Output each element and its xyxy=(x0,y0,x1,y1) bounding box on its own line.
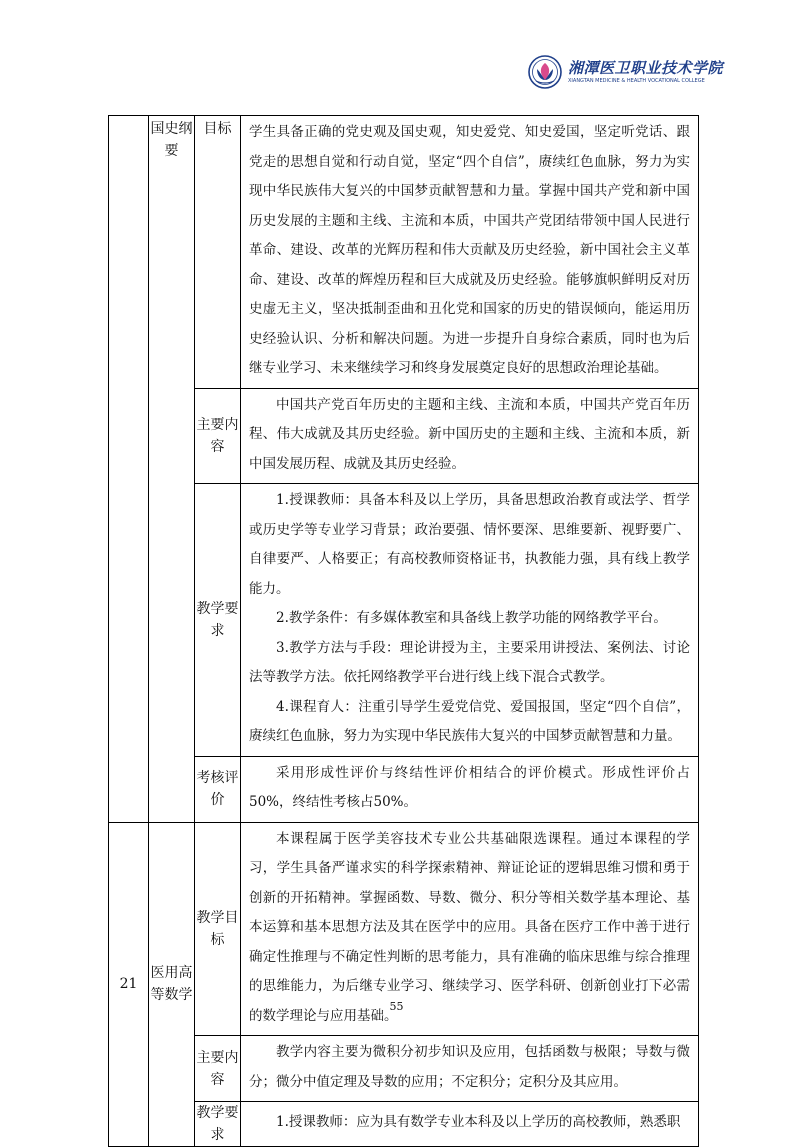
content-label: 主要内容 xyxy=(195,388,241,484)
page-number: 55 xyxy=(389,1000,404,1013)
table-row xyxy=(109,388,699,484)
content-text xyxy=(241,388,699,484)
goal-paragraph: 本课程属于医学美容技术专业公共基础限选课程。通过本课程的学习，学生具备严谨求实的科学探索精神、辩证论证的逻辑思维习惯和勇于创新的开拓精神。掌握函数、导数、微分、积分等相关数学基本理论、基本运算和基本思想方法及其在医学中的应用。具备在医疗工作中善于进行确定性推理与不确定性判断的思考能力，具有准确的临床思维与综合推理的思维能力，为后继专业学习、继续学习、医学科研、创新创业打下必需的数学理论与应用基础。 xyxy=(249,830,690,1024)
content-text xyxy=(241,1036,699,1102)
requirements-text xyxy=(241,1102,699,1147)
goal-label: 目标 xyxy=(195,116,241,389)
row-number-cell xyxy=(109,116,149,823)
college-emblem-icon xyxy=(528,55,562,89)
requirement-item: 3.教学方法与手段：理论讲授为主，主要采用讲授法、案例法、讨论法等教学方法。依托网络教学平台进行线上线下混合式教学。 xyxy=(249,639,690,685)
goal-text xyxy=(241,116,699,389)
requirements-text xyxy=(241,484,699,757)
content-paragraph: 教学内容主要为微积分初步知识及应用，包括函数与极限；导数与微分；微分中值定理及导数的应用；不定积分；定积分及其应用。 xyxy=(249,1044,690,1090)
course-name-cell: 医用高等数学 xyxy=(149,822,195,1147)
evaluation-label: 考核评价 xyxy=(195,756,241,822)
requirements-label: 教学要求 xyxy=(195,1102,241,1147)
table-row xyxy=(109,756,699,822)
logo-title: 湘潭医卫职业技术学院 xyxy=(568,58,724,77)
table-row xyxy=(109,1102,699,1147)
goal-paragraph: 学生具备正确的党史观及国史观，知史爱党、知史爱国，坚定听党话、跟党走的思想自觉和行动自觉，坚定“四个自信”，赓续红色血脉，努力为实现中华民族伟大复兴的中国梦贡献智慧和力量。掌握中国共产党和新中国历史发展的主题和主线、主流和本质，中国共产党团结带领中国人民进行革命、建设、改革的光辉历程和伟大贡献及历史经验，新中国社会主义革命、建设、改革的辉煌历程和巨大成就及历史经验。能够旗帜鲜明反对历史虚无主义，坚决抵制歪曲和丑化党和国家的历史的错误倾向，能运用历史经验认识、分析和解决问题。为进一步提升自身综合素质，同时也为后继专业学习、未来继续学习和终身发展奠定良好的思想政治理论基础。 xyxy=(249,124,690,376)
table-row xyxy=(109,484,699,757)
evaluation-text xyxy=(241,756,699,822)
college-logo xyxy=(528,55,723,89)
table-row xyxy=(109,1036,699,1102)
goal-label: 教学目标 xyxy=(195,822,241,1036)
content-label: 主要内容 xyxy=(195,1036,241,1102)
course-name-cell: 国史纲要 xyxy=(149,116,195,823)
logo-subtitle: XIANGTAN MEDICINE & HEALTH VOCATIONAL COLLEGE xyxy=(568,77,705,84)
course-table xyxy=(108,115,699,1147)
requirement-item: 1.授课教师：具备本科及以上学历，具备思想政治教育或法学、哲学或历史学等专业学习背景；政治要强、情怀要深、思维要新、视野要广、自律要严、人格要正；有高校教师资格证书，执教能力强，具有线上教学能力。 xyxy=(249,492,690,597)
requirements-label: 教学要求 xyxy=(195,484,241,757)
row-number-cell: 21 xyxy=(109,822,149,1147)
content-paragraph: 中国共产党百年历史的主题和主线、主流和本质，中国共产党百年历程、伟大成就及其历史经验。新中国历史的主题和主线、主流和本质，新中国发展历程、成就及其历史经验。 xyxy=(249,396,690,472)
requirement-item: 4.课程育人：注重引导学生爱党信党、爱国报国，坚定“四个自信”，赓续红色血脉，努力为实现中华民族伟大复兴的中国梦贡献智慧和力量。 xyxy=(249,698,690,744)
evaluation-paragraph: 采用形成性评价与终结性评价相结合的评价模式。形成性评价占50%，终结性考核占50%。 xyxy=(249,764,690,810)
requirement-item: 2.教学条件：有多媒体教室和具备线上教学功能的网络教学平台。 xyxy=(276,610,667,626)
requirement-item: 1.授课教师：应为具有数学专业本科及以上学历的高校教师，熟悉职 xyxy=(276,1114,681,1131)
table-row xyxy=(109,116,699,389)
